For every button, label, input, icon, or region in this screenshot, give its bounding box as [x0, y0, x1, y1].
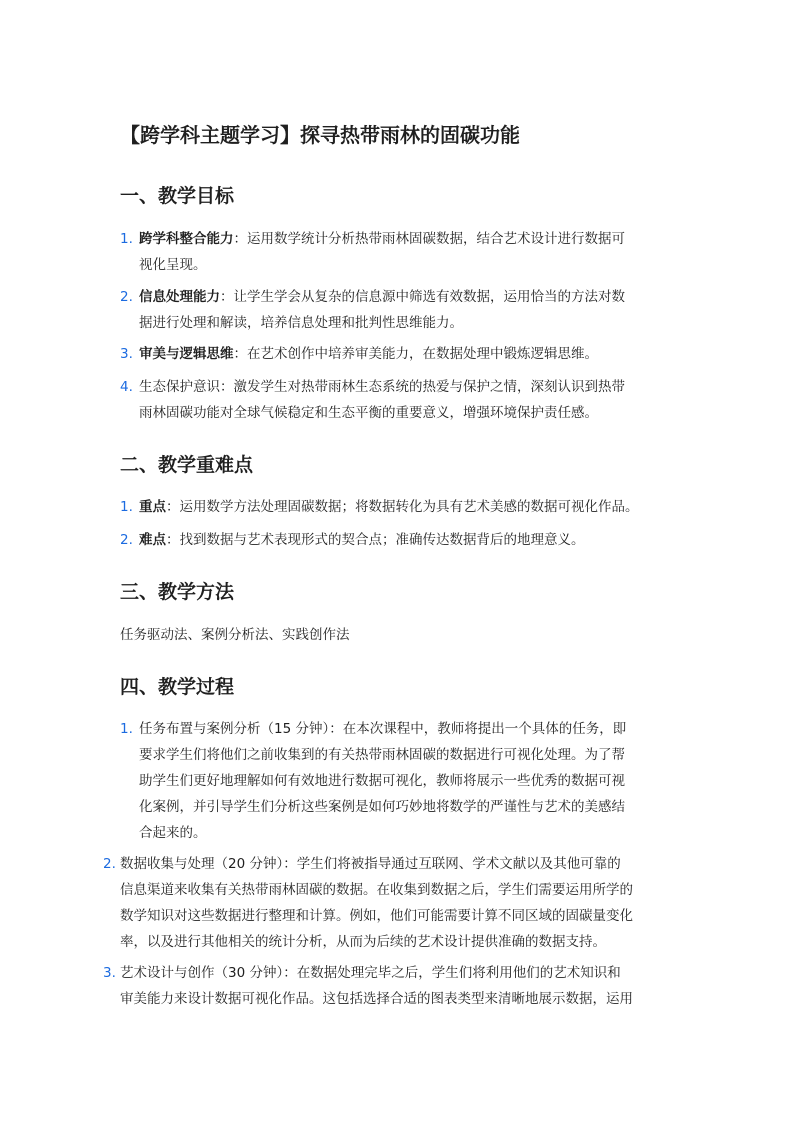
list-number: 1.	[120, 499, 133, 515]
item-text-continued: 合起来的。	[139, 825, 207, 841]
item-text-continued: 审美能力来设计数据可视化作品。这包括选择合适的图表类型来清晰地展示数据，运用	[120, 991, 633, 1007]
item-text-continued: 助学生们更好地理解如何有效地进行数据可视化，教师将展示一些优秀的数据可视	[139, 773, 625, 789]
item-text-continued: 视化呈现。	[139, 257, 207, 273]
item-text: ：找到数据与艺术表现形式的契合点；准确传达数据背后的地理意义。	[166, 532, 585, 548]
item-text: ：运用数学统计分析热带雨林固碳数据，结合艺术设计进行数据可	[233, 231, 625, 247]
list-number: 4.	[120, 379, 133, 395]
list-number: 2.	[120, 532, 133, 548]
item-text: ：运用数学方法处理固碳数据；将数据转化为具有艺术美感的数据可视化作品。	[166, 499, 639, 515]
item-text: 艺术设计与创作（30 分钟）：在数据处理完毕之后，学生们将利用他们的艺术知识和	[120, 965, 621, 981]
item-text-continued: 要求学生们将他们之前收集到的有关热带雨林固碳的数据进行可视化处理。为了帮	[139, 747, 625, 763]
list-number: 1.	[120, 721, 133, 737]
item-text-continued: 信息渠道来收集有关热带雨林固碳的数据。在收集到数据之后，学生们需要运用所学的	[120, 882, 633, 898]
section-heading-methods: 三、教学方法	[120, 581, 235, 603]
item-text: 数据收集与处理（20 分钟）：学生们将被指导通过互联网、学术文献以及其他可靠的	[120, 856, 621, 872]
section-heading-process: 四、教学过程	[120, 676, 235, 698]
document-title: 【跨学科主题学习】探寻热带雨林的固碳功能	[120, 123, 520, 147]
item-text-continued: 雨林固碳功能对全球气候稳定和生态平衡的重要意义，增强环境保护责任感。	[139, 405, 598, 421]
item-text: 任务布置与案例分析（15 分钟）：在本次课程中，教师将提出一个具体的任务，即	[139, 721, 627, 737]
item-text: 生态保护意识：激发学生对热带雨林生态系统的热爱与保护之情，深刻认识到热带	[139, 379, 625, 395]
list-number: 3.	[103, 965, 116, 981]
item-text: ：让学生学会从复杂的信息源中筛选有效数据，运用恰当的方法对数	[220, 289, 625, 305]
list-number: 2.	[120, 289, 133, 305]
section-heading-key-points: 二、教学重难点	[120, 454, 254, 476]
item-label: 跨学科整合能力	[139, 231, 234, 247]
item-label: 重点	[139, 499, 166, 515]
item-label: 信息处理能力	[139, 289, 220, 305]
item-label: 审美与逻辑思维	[139, 346, 234, 362]
item-text-continued: 率，以及进行其他相关的统计分析，从而为后续的艺术设计提供准确的数据支持。	[120, 934, 606, 950]
item-text: ：在艺术创作中培养审美能力，在数据处理中锻炼逻辑思维。	[233, 346, 598, 362]
list-number: 1.	[120, 231, 133, 247]
section-heading-goals: 一、教学目标	[120, 185, 235, 207]
item-text-continued: 数学知识对这些数据进行整理和计算。例如，他们可能需要计算不同区域的固碳量变化	[120, 908, 633, 924]
item-text-continued: 据进行处理和解读，培养信息处理和批判性思维能力。	[139, 315, 463, 331]
item-text-continued: 化案例，并引导学生们分析这些案例是如何巧妙地将数学的严谨性与艺术的美感结	[139, 799, 625, 815]
list-number: 3.	[120, 346, 133, 362]
item-label: 难点	[139, 532, 166, 548]
methods-text: 任务驱动法、案例分析法、实践创作法	[120, 627, 350, 643]
list-number: 2.	[103, 856, 116, 872]
